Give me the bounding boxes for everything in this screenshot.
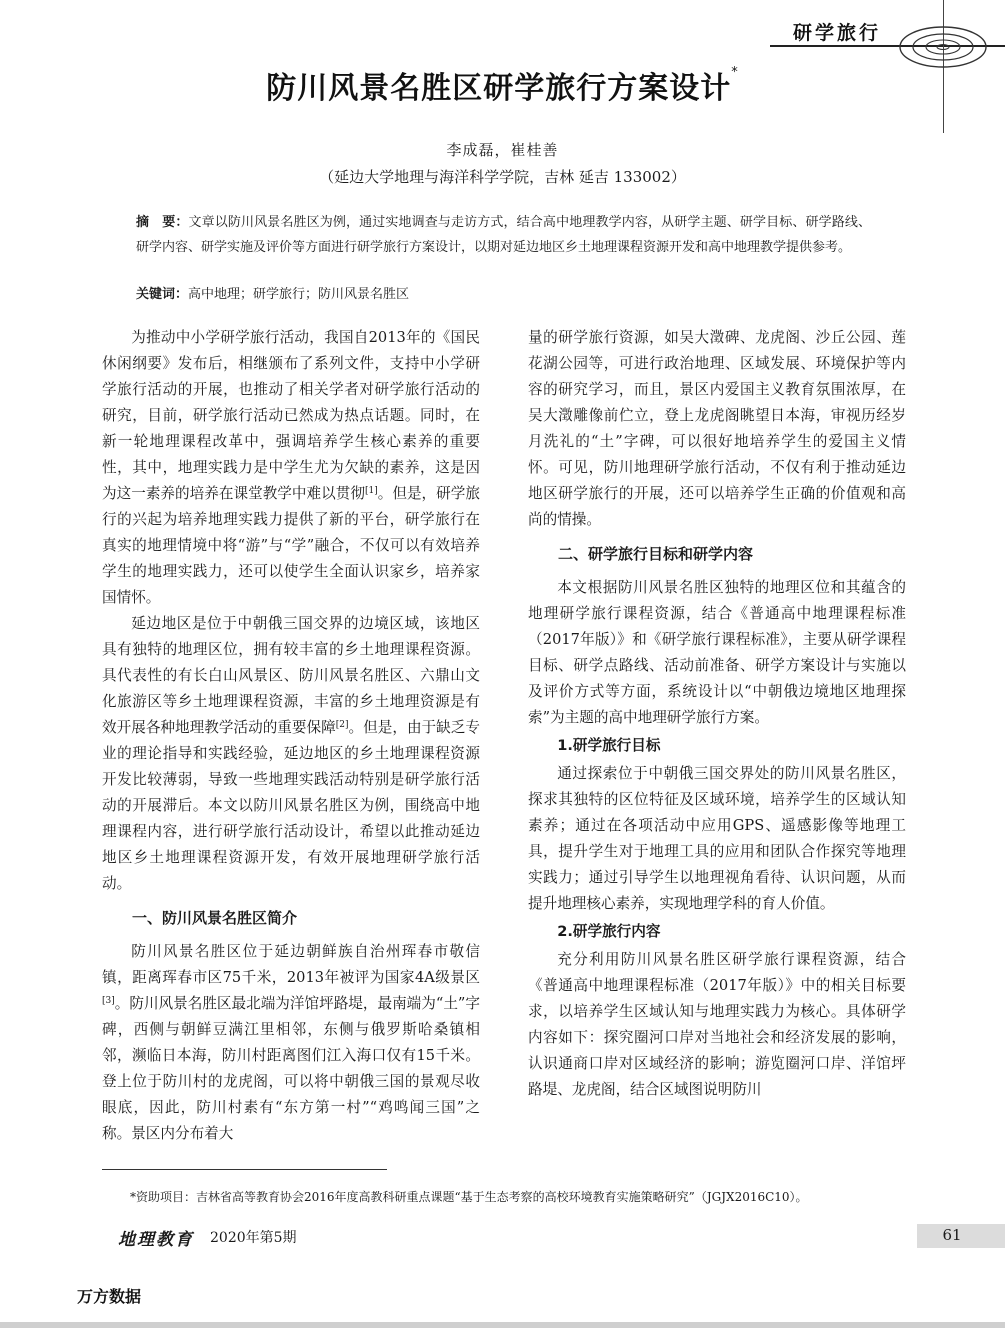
section-tag: 研学旅行 <box>792 22 881 44</box>
abstract <box>136 211 871 260</box>
subsection-heading: 2.研学旅行内容 <box>557 923 661 940</box>
section-heading: 一、防川风景名胜区简介 <box>132 909 298 927</box>
section-heading: 二、研学旅行目标和研学内容 <box>558 545 754 563</box>
paragraph-text: 。但是，由于缺乏专业的理论指导和实践经验，延边地区的乡土地理课程资源开发比较薄弱，导致一些地理实践活动特别是研学旅行活动的开展滞后。本文以防川风景名胜区为例，围绕高中地理课程内容，进行研学旅行活动设计，希望以此推动延边地区乡土地理课程资源开发，有效开展地理研学旅行活动。 <box>102 719 480 892</box>
keywords <box>136 284 871 306</box>
paragraph-text: 为推动中小学研学旅行活动，我国自2013年的《国民休闲纲要》发布后，相继颁布了系列文件，支持中小学研学旅行活动的开展，也推动了相关学者对研学旅行活动的研究，目前，研学旅行活动已然成为热点话题。同时，在新一轮地理课程改革中，强调培养学生核心素养的重要性，其中，地理实践力是中学生尤为欠缺的素养，这是因为这一素养的培养在课堂教学中难以贯彻 <box>102 329 480 502</box>
keywords-label: 关键词： <box>136 287 189 302</box>
abstract-text: 文章以防川风景名胜区为例，通过实地调查与走访方式，结合高中地理教学内容，从研学主题、研学目标、研学路线、研学内容、研学实施及评价等方面进行研学旅行方案设计，以期对延边地区乡土地理课程资源开发和高中地理教学提供参考。 <box>136 215 871 255</box>
paragraph: 充分利用防川风景名胜区研学旅行课程资源，结合《普通高中地理课程标准（2017年版）》中的相关目标要求，以培养学生区域认知与地理实践力为核心。具体研学内容如下：探究圈河口岸对当地社会和经济发展的影响，认识通商口岸对区域经济的影响；游览圈河口岸、洋馆坪路堤、龙虎阁，结合区域图说明防川 <box>528 951 906 1098</box>
left-column <box>102 325 480 1147</box>
title-footnote-mark: * <box>731 65 739 80</box>
article-title <box>0 63 1005 107</box>
affiliation: （延边大学地理与海洋科学学院，吉林 延吉 133002） <box>319 168 686 186</box>
citation-ref: [1] <box>364 486 378 496</box>
paragraph-text: 防川风景名胜区位于延边朝鲜族自治州珲春市敬信镇，距离珲春市区75千米，2013年被评为国家4A级景区 <box>102 943 480 986</box>
paragraph <box>102 939 480 1147</box>
footnote: *资助项目：吉林省高等教育协会2016年度高教科研重点课题“基于生态考察的高校环境教育实施策略研究”（JGJX2016C10）。 <box>130 1190 808 1204</box>
paragraph-continued: 量的研学旅行资源，如吴大澂碑、龙虎阁、沙丘公园、莲花湖公园等，可进行政治地理、区域发展、环境保护等内容的研究学习，而且，景区内爱国主义教育氛围浓厚，在吴大澂雕像前伫立，登上龙虎阁眺望日本海，审视历经岁月洗礼的“土”字碑，可以很好地培养学生的爱国主义情怀。可见，防川地理研学旅行活动，不仅有利于推动延边地区研学旅行的开展，还可以培养学生正确的价值观和高尚的情操。 <box>528 329 906 528</box>
bottom-bar <box>0 1322 1005 1328</box>
paragraph <box>102 325 480 611</box>
paragraph: 本文根据防川风景名胜区独特的地理区位和其蕴含的地理研学旅行课程资源，结合《普通高中地理课程标准（2017年版）》和《研学旅行课程标准》，主要从研学课程目标、研学点路线、活动前准备、研学方案设计与实施以及评价方式等方面，系统设计以“中朝俄边境地区地理探索”为主题的高中地理研学旅行方案。 <box>528 579 906 726</box>
page-number-box <box>917 1224 1005 1248</box>
citation-ref: [2] <box>335 720 349 730</box>
right-column <box>528 325 906 1103</box>
paragraph-text: 。但是，研学旅行的兴起为培养地理实践力提供了新的平台，研学旅行在真实的地理情境中将“游”与“学”融合，不仅可以有效培养学生的地理实践力，还可以使学生全面认识家乡，培养家国情怀。 <box>102 485 480 606</box>
citation-ref: [3] <box>102 996 115 1006</box>
abstract-label: 摘 要： <box>136 215 189 230</box>
keywords-text: 高中地理；研学旅行；防川风景名胜区 <box>188 287 410 302</box>
watermark: 万方数据 <box>77 1287 142 1306</box>
paragraph-text: 。防川风景名胜区最北端为洋馆坪路堤，最南端为“土”字碑，西侧与朝鲜豆满江里相邻，东侧与俄罗斯哈桑镇相邻，濒临日本海，防川村距离图们江入海口仅有15千米。登上位于防川村的龙虎阁，可以将中朝俄三国的景观尽收眼底，因此，防川村素有“东方第一村”“鸡鸣闻三国”之称。景区内分布着大 <box>102 995 480 1142</box>
paragraph: 通过探索位于中朝俄三国交界处的防川风景名胜区，探求其独特的区位特征及区域环境，培养学生的区域认知素养；通过在各项活动中应用GPS、遥感影像等地理工具，提升学生对于地理工具的应用和团队合作探究等地理实践力；通过引导学生以地理视角看待、认识问题，从而提升地理核心素养，实现地理学科的育人价值。 <box>528 765 906 912</box>
paragraph-text: 延边地区是位于中朝俄三国交界的边境区域，该地区具有独特的地理区位，拥有较丰富的乡土地理课程资源。具代表性的有长白山风景区、防川风景名胜区、六鼎山文化旅游区等乡土地理课程资源，丰富的乡土地理资源是有效开展各种地理教学活动的重要保障 <box>102 615 480 736</box>
journal-logo: 地理教育 <box>118 1230 194 1250</box>
page-number: 61 <box>942 1226 962 1244</box>
paragraph <box>102 611 480 897</box>
authors: 李成磊，崔桂善 <box>446 141 559 159</box>
title-text: 防川风景名胜区研学旅行方案设计 <box>266 71 732 106</box>
issue-label: 2020年第5期 <box>210 1230 297 1246</box>
subsection-heading: 1.研学旅行目标 <box>557 737 661 754</box>
footnote-rule <box>102 1169 387 1170</box>
